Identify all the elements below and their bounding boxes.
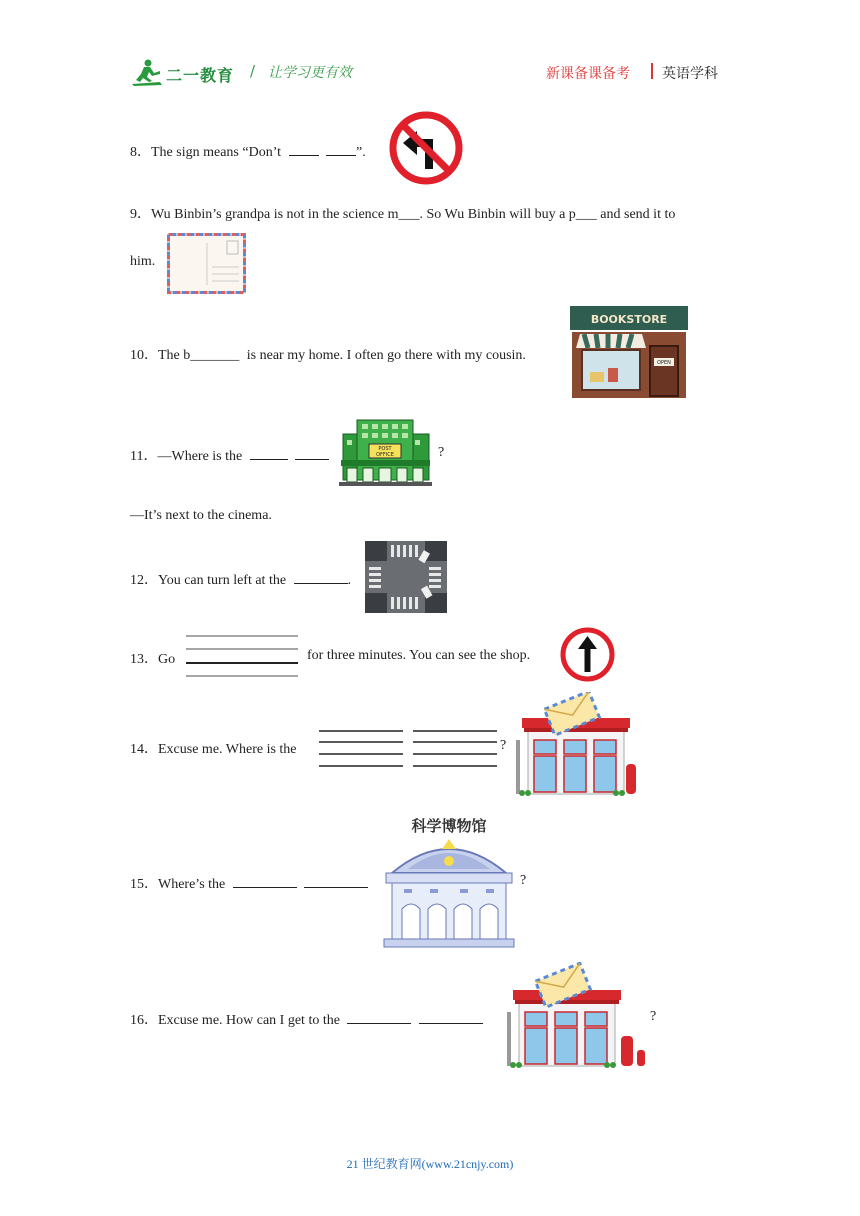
question-16-end: ? (650, 1009, 657, 1024)
question-9 (130, 203, 675, 223)
postcard-icon (167, 233, 246, 299)
question-15-end: ? (520, 873, 527, 888)
question-number: 10． (130, 348, 158, 363)
bookstore-door-text: OPEN (657, 360, 671, 366)
answer-blank[interactable] (304, 875, 368, 888)
question-number: 15． (130, 877, 158, 892)
science-museum-icon (382, 815, 516, 954)
question-number: 9． (130, 207, 151, 222)
answer-lines[interactable] (186, 634, 298, 683)
question-text: Where’s the (158, 877, 226, 892)
question-number: 8． (130, 145, 151, 160)
question-text: is near my home. I often go there with my cousin. (246, 348, 526, 363)
question-number: 14． (130, 742, 158, 757)
crossing-icon (365, 541, 447, 618)
bookstore-icon (570, 306, 688, 404)
question-number: 16． (130, 1013, 158, 1028)
question-end: ”. (356, 145, 366, 160)
question-11-end: ? (438, 445, 445, 460)
question-text: You can turn left at the (158, 573, 287, 588)
no-left-turn-icon (389, 111, 463, 190)
header-right-text: 新课备课备考 (546, 66, 630, 82)
post-office-icon (512, 692, 642, 803)
museum-sign-text: 科学博物馆 (411, 817, 487, 835)
answer-blank[interactable] (233, 875, 297, 888)
question-11 (130, 445, 329, 465)
question-number: 13． (130, 652, 158, 667)
question-text: The b_______ (158, 348, 240, 363)
question-8 (130, 141, 366, 161)
footer-text: 21 世纪教育网(www.21cnjy.com) (346, 1157, 514, 1171)
question-text: Wu Binbin’s grandpa is not in the science m___. So Wu Binbin will buy a p___ and send it to (151, 207, 676, 222)
logo-runner-icon (130, 58, 164, 93)
question-text: Excuse me. Where is the (158, 742, 297, 757)
header-divider (651, 63, 653, 79)
question-number: 12． (130, 573, 158, 588)
office-sign-text: OFFICE (376, 452, 394, 458)
post-sign-text: POST (378, 446, 392, 452)
question-12 (130, 569, 351, 589)
post-office-building-icon (339, 418, 432, 491)
answer-blank[interactable] (289, 143, 319, 156)
question-14 (130, 738, 297, 758)
header-slogan: 让学习更有效 (268, 65, 352, 81)
question-text: Go (158, 652, 176, 667)
question-11-answer: —It’s next to the cinema. (130, 508, 272, 523)
question-13-text: for three minutes. You can see the shop. (307, 648, 531, 663)
question-text: Excuse me. How can I get to the (158, 1013, 340, 1028)
post-office-icon (503, 962, 651, 1075)
question-text: —Where is the (157, 449, 243, 464)
answer-blank[interactable] (347, 1011, 411, 1024)
question-9-line2: him. (130, 254, 156, 269)
question-13 (130, 648, 175, 668)
bookstore-sign-text: BOOKSTORE (590, 313, 668, 326)
question-number: 11． (130, 449, 158, 464)
question-end: . (347, 573, 352, 588)
logo-text: 二一教育 (166, 66, 235, 85)
answer-blank[interactable] (419, 1011, 483, 1024)
header-subject: 英语学科 (662, 66, 718, 82)
header-slash: / (250, 62, 256, 80)
answer-blank[interactable] (295, 447, 329, 460)
straight-ahead-icon (560, 627, 615, 687)
answer-blank[interactable] (326, 143, 356, 156)
question-16 (130, 1009, 483, 1029)
question-14-end: ? (500, 738, 507, 753)
question-10 (130, 344, 526, 364)
answer-blank[interactable] (294, 571, 348, 584)
answer-blank[interactable] (250, 447, 288, 460)
question-text: The sign means “Don’t (151, 145, 281, 160)
question-15 (130, 873, 368, 893)
answer-lines[interactable] (317, 729, 499, 774)
